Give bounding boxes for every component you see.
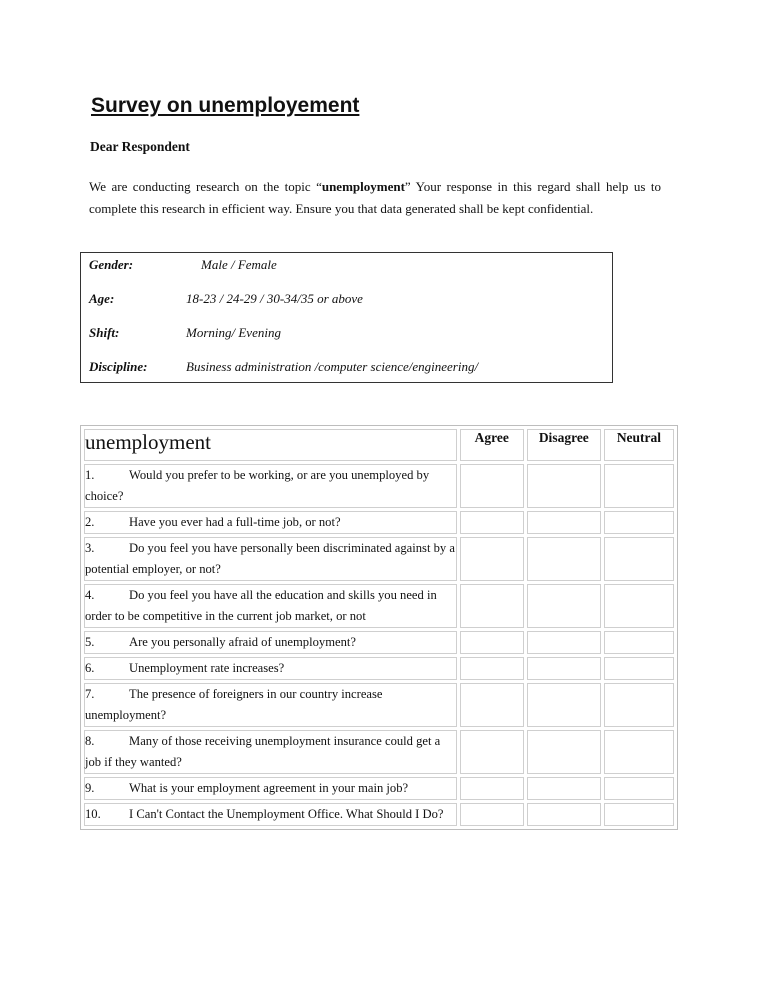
answer-neutral-box[interactable] [604, 777, 674, 800]
question-cell [84, 730, 457, 774]
question-cell [84, 511, 457, 534]
intro-text-before: We are conducting research on the topic “ [89, 179, 322, 194]
answer-disagree-box[interactable] [527, 657, 601, 680]
table-row [84, 730, 674, 774]
table-row [84, 537, 674, 581]
answer-disagree-box[interactable] [527, 464, 601, 508]
question-cell [84, 584, 457, 628]
question-text: Many of those receiving unemployment insurance could get a job if they wanted? [85, 734, 441, 769]
answer-disagree-box[interactable] [527, 584, 601, 628]
question-text: Do you feel you have personally been discriminated against by a potential employer, or not? [85, 541, 455, 576]
table-row [84, 631, 674, 654]
answer-agree-box[interactable] [460, 777, 524, 800]
answer-agree-box[interactable] [460, 730, 524, 774]
answer-agree-box[interactable] [460, 537, 524, 581]
question-number: 5. [85, 635, 95, 649]
gender-value[interactable]: Male / Female [201, 257, 277, 272]
answer-disagree-box[interactable] [527, 730, 601, 774]
table-header-row [84, 429, 674, 461]
answer-neutral-box[interactable] [604, 511, 674, 534]
question-cell [84, 803, 457, 826]
age-value[interactable]: 18-23 / 24-29 / 30-34/35 or above [186, 291, 363, 306]
question-cell [84, 631, 457, 654]
answer-disagree-box[interactable] [527, 511, 601, 534]
question-text: I Can't Contact the Unemployment Office. What Should I Do? [129, 807, 444, 821]
survey-table [80, 425, 678, 830]
question-number: 10. [85, 807, 101, 821]
answer-disagree-box[interactable] [527, 683, 601, 727]
question-text: Have you ever had a full-time job, or not? [129, 515, 341, 529]
question-text: What is your employment agreement in your main job? [129, 781, 409, 795]
age-label: Age: [89, 291, 115, 306]
question-cell [84, 537, 457, 581]
question-number: 8. [85, 734, 95, 748]
greeting: Dear Respondent [90, 139, 190, 154]
question-number: 9. [85, 781, 95, 795]
answer-agree-box[interactable] [460, 657, 524, 680]
table-row [84, 777, 674, 800]
question-cell [84, 777, 457, 800]
answer-disagree-box[interactable] [527, 777, 601, 800]
answer-neutral-box[interactable] [604, 657, 674, 680]
respondent-info-box [80, 252, 613, 383]
answer-agree-box[interactable] [460, 584, 524, 628]
answer-neutral-box[interactable] [604, 730, 674, 774]
table-row [84, 511, 674, 534]
gender-label: Gender: [89, 257, 134, 272]
answer-agree-box[interactable] [460, 464, 524, 508]
question-text: Do you feel you have all the education and skills you need in order to be competitive in the current job market, or not [85, 588, 437, 623]
answer-agree-box[interactable] [460, 803, 524, 826]
question-number: 3. [85, 541, 95, 555]
question-text: The presence of foreigners in our country increase unemployment? [85, 687, 383, 722]
answer-disagree-box[interactable] [527, 537, 601, 581]
question-cell [84, 683, 457, 727]
page-title: Survey on unemployement [91, 94, 360, 117]
discipline-value[interactable]: Business administration /computer science/engineering/ [186, 359, 479, 374]
answer-agree-box[interactable] [460, 631, 524, 654]
table-row [84, 657, 674, 680]
answer-disagree-box[interactable] [527, 803, 601, 826]
question-cell [84, 464, 457, 508]
question-text: Are you personally afraid of unemployment? [129, 635, 356, 649]
discipline-label: Discipline: [89, 359, 148, 374]
question-cell [84, 657, 457, 680]
answer-neutral-box[interactable] [604, 464, 674, 508]
answer-neutral-box[interactable] [604, 803, 674, 826]
answer-neutral-box[interactable] [604, 584, 674, 628]
shift-label: Shift: [89, 325, 120, 340]
table-row [84, 464, 674, 508]
intro-paragraph [89, 176, 661, 220]
intro-text-after: ” Your response in this regard shall help us to complete this research in efficient way. Ensure you that data generated shall be kept confidential. [89, 179, 661, 216]
table-heading: unemployment [84, 429, 457, 461]
answer-neutral-box[interactable] [604, 631, 674, 654]
answer-agree-box[interactable] [460, 511, 524, 534]
question-number: 7. [85, 687, 95, 701]
table-row [84, 683, 674, 727]
question-number: 2. [85, 515, 95, 529]
column-agree: Agree [460, 429, 524, 461]
table-row [84, 584, 674, 628]
column-disagree: Disagree [527, 429, 601, 461]
answer-disagree-box[interactable] [527, 631, 601, 654]
answer-neutral-box[interactable] [604, 537, 674, 581]
question-text: Unemployment rate increases? [129, 661, 285, 675]
question-text: Would you prefer to be working, or are you unemployed by choice? [85, 468, 430, 503]
answer-neutral-box[interactable] [604, 683, 674, 727]
question-number: 1. [85, 468, 95, 482]
column-neutral: Neutral [604, 429, 674, 461]
table-row [84, 803, 674, 826]
question-number: 6. [85, 661, 95, 675]
intro-topic: unemployment [321, 179, 405, 194]
answer-agree-box[interactable] [460, 683, 524, 727]
shift-value[interactable]: Morning/ Evening [186, 325, 281, 340]
question-number: 4. [85, 588, 95, 602]
